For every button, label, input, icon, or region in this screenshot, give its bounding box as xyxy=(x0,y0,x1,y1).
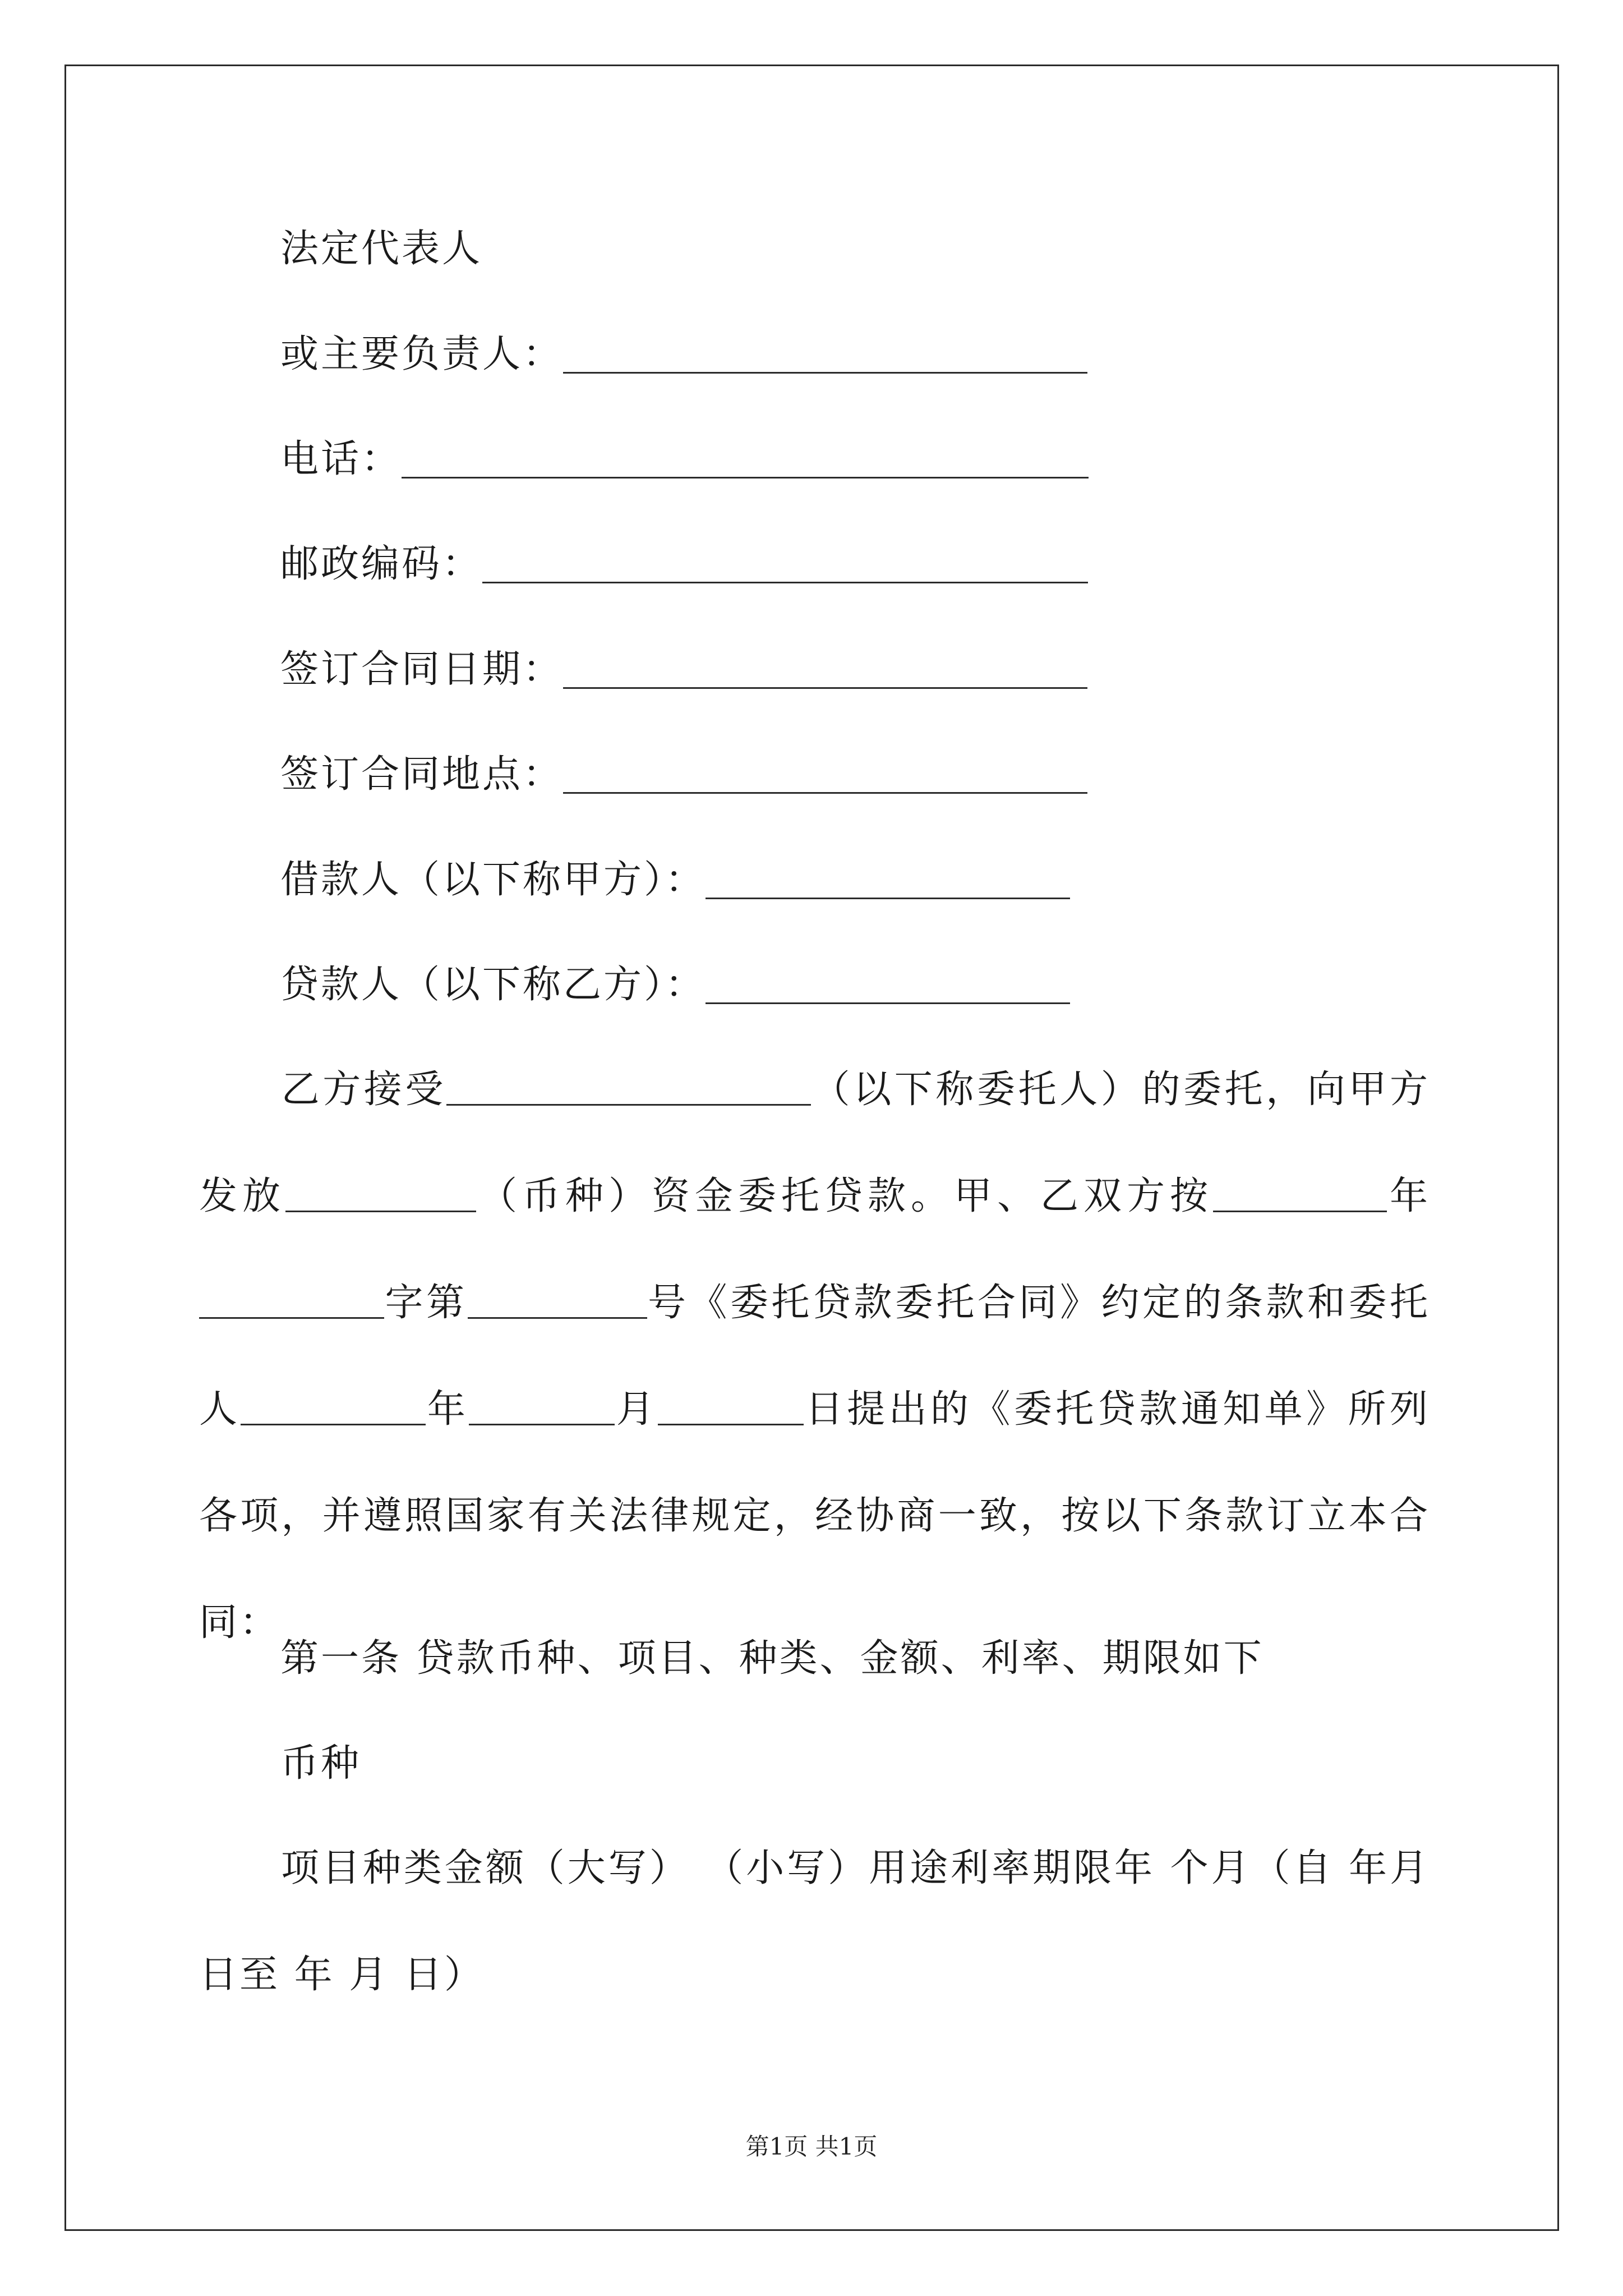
sign-date-blank[interactable] xyxy=(563,655,1087,689)
sign-date-field xyxy=(280,647,1087,692)
article-one-heading: 第一条 贷款币种、项目、种类、金额、利率、期限如下 xyxy=(280,1636,1264,1681)
contract-year-blank[interactable] xyxy=(1213,1178,1387,1212)
contract-prefix-blank[interactable] xyxy=(199,1285,384,1319)
phone-blank[interactable] xyxy=(402,444,1089,478)
page-footer: 第1页 共1页 xyxy=(745,2133,878,2160)
postal-code-field xyxy=(280,542,1088,586)
entrusting-party-blank[interactable] xyxy=(446,1071,811,1106)
para-text: 日提出的《委托贷款通知单》所列各项，并遵照国家有关法律规定，经协商一致，按以下条款订立本合同： xyxy=(199,1387,1430,1645)
loan-terms-line xyxy=(199,1815,1430,2028)
para-text: 号《委托贷款委托合同》约定的条款和委托人 xyxy=(199,1281,1430,1432)
borrower-field xyxy=(280,858,1070,902)
entrustment-paragraph xyxy=(199,1037,1430,1681)
borrower-label: 借款人（以下称甲方）： xyxy=(280,858,706,902)
loan-terms-text: 项目种类金额（大写） （小写）用途利率期限年 个月（自 年月 日至 年 月 日） xyxy=(199,1846,1430,1997)
legal-representative-label: 法定代表人 xyxy=(280,227,483,271)
sign-place-label: 签订合同地点： xyxy=(280,752,564,797)
postal-code-label: 邮政编码： xyxy=(280,542,483,586)
lender-label: 贷款人（以下称乙方）： xyxy=(280,963,706,1007)
notice-day-blank[interactable] xyxy=(658,1391,804,1425)
borrower-blank[interactable] xyxy=(706,865,1070,899)
principal-field xyxy=(280,332,1087,376)
currency-blank[interactable] xyxy=(285,1178,476,1212)
sign-place-blank[interactable] xyxy=(563,760,1087,794)
para-text: 乙方接受 xyxy=(280,1068,446,1112)
sign-date-label: 签订合同日期： xyxy=(280,647,564,692)
principal-label: 或主要负责人： xyxy=(280,332,564,376)
notice-year-blank[interactable] xyxy=(241,1391,426,1425)
para-text: 年 xyxy=(1386,1174,1430,1218)
postal-code-blank[interactable] xyxy=(482,549,1088,583)
notice-month-blank[interactable] xyxy=(469,1391,615,1425)
sign-place-field xyxy=(280,752,1087,797)
para-text: 月 xyxy=(615,1387,658,1432)
lender-blank[interactable] xyxy=(706,970,1070,1004)
phone-label: 电话： xyxy=(280,437,402,481)
principal-blank[interactable] xyxy=(563,339,1087,374)
contract-number-blank[interactable] xyxy=(468,1285,647,1319)
phone-field xyxy=(280,437,1089,481)
para-text: （以下称委托人）的委托，向甲方发放 xyxy=(199,1068,1430,1218)
para-text: 年 xyxy=(426,1387,469,1432)
lender-field xyxy=(280,963,1070,1007)
para-text: 字第 xyxy=(384,1281,468,1325)
currency-label: 币种 xyxy=(280,1741,362,1786)
para-text: （币种）资金委托贷款。甲、乙双方按 xyxy=(476,1174,1213,1218)
